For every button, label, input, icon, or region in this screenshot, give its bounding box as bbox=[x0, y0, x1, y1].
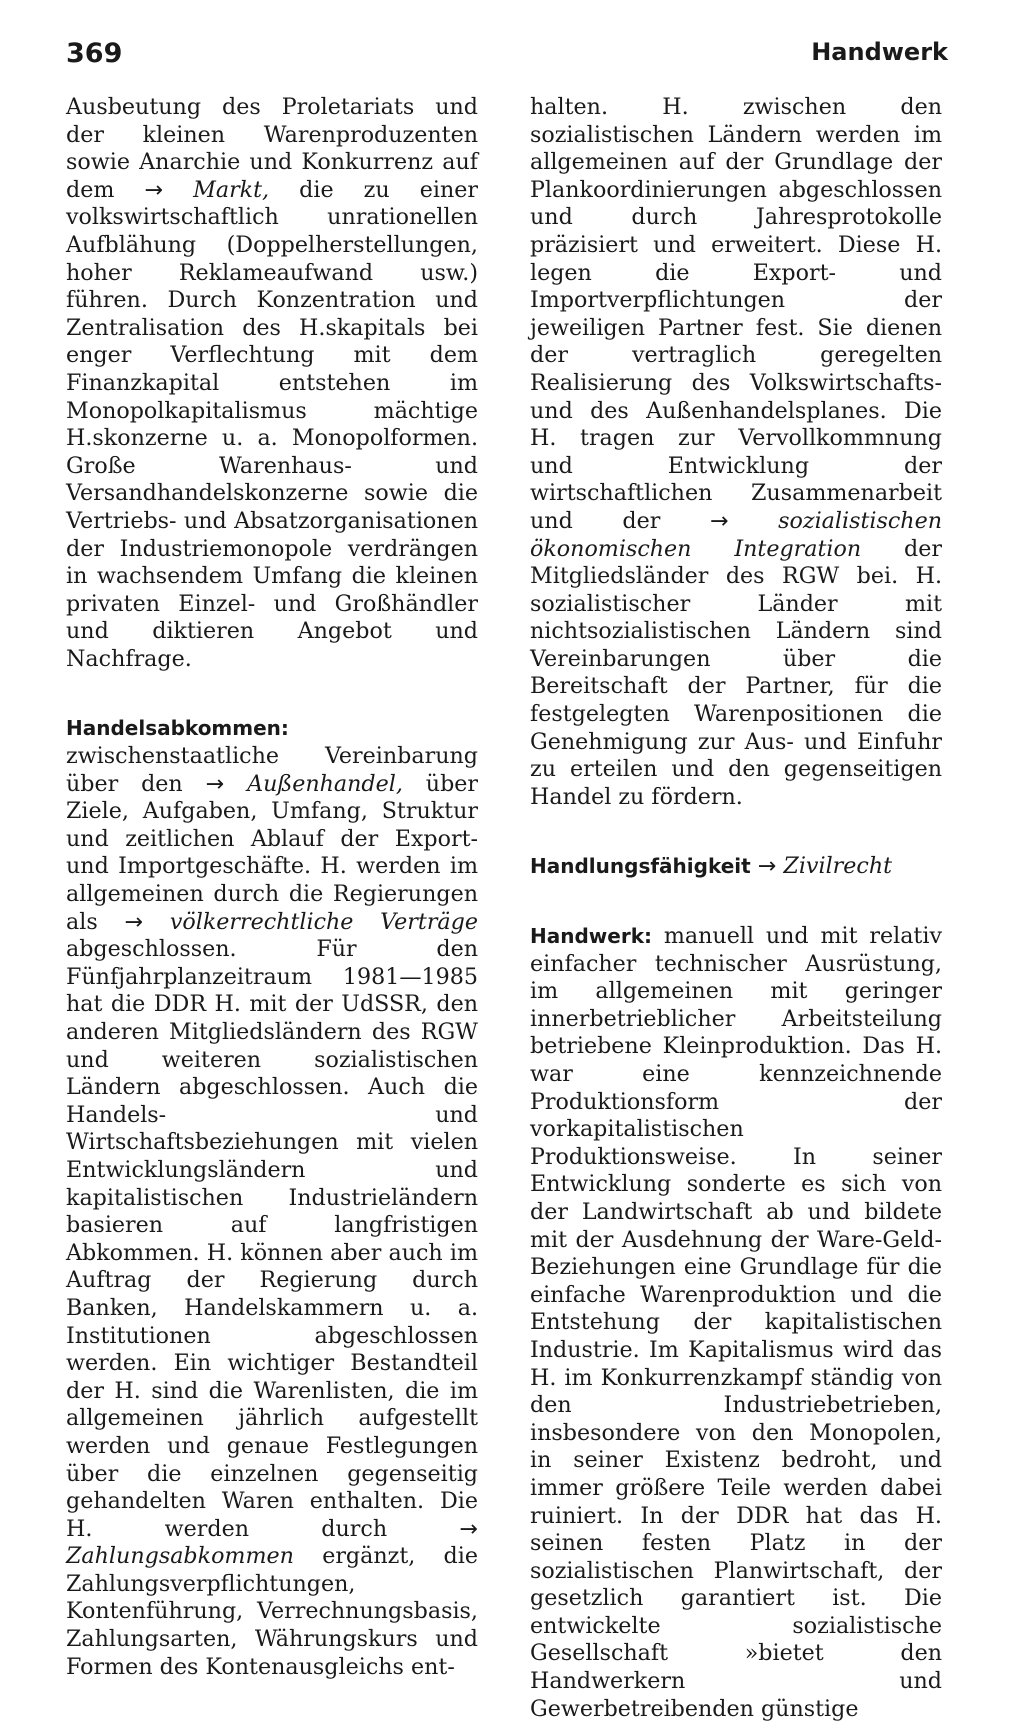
cross-reference-arrow-icon: → bbox=[144, 176, 164, 203]
cross-reference-arrow-icon: → bbox=[459, 1515, 478, 1542]
running-head: Handwerk bbox=[811, 38, 948, 66]
cross-reference-arrow-icon: → bbox=[124, 908, 144, 935]
page-number: 369 bbox=[66, 38, 123, 69]
entry-separator bbox=[66, 673, 478, 715]
entry-headword: Handlungsfähigkeit bbox=[530, 854, 751, 879]
cross-reference-voelkerrecht[interactable]: völkerrechtliche Verträge bbox=[169, 908, 478, 935]
entry-headword: Handwerk: bbox=[530, 924, 652, 949]
entry-handwerk bbox=[530, 923, 942, 1723]
page-header bbox=[66, 38, 948, 78]
entry-text bbox=[530, 94, 942, 811]
text-segment: zwischenstaatliche Vereinbarung über den bbox=[66, 743, 478, 797]
entry-text bbox=[66, 715, 478, 1681]
entry-handlungsfaehigkeit bbox=[530, 853, 942, 881]
cross-reference-integration[interactable]: sozialistischen ökonomischen Integration bbox=[530, 507, 943, 562]
cross-reference-arrow-icon: → bbox=[205, 770, 225, 797]
entry-separator bbox=[530, 811, 942, 853]
entry-handelsabkommen bbox=[66, 715, 478, 1681]
cross-reference-arrow-icon: → bbox=[709, 507, 729, 534]
cross-reference-markt[interactable]: Markt, bbox=[193, 176, 270, 203]
text-segment: Ausbeutung des Proletariats und der kleinen Warenproduzenten sowie Anarchie und Konkurrenz auf dem bbox=[66, 94, 478, 203]
entry-separator bbox=[530, 881, 942, 923]
entry-headword: Handelsabkommen: bbox=[66, 716, 289, 741]
cross-reference-zahlungsabkommen[interactable]: Zahlungsabkommen bbox=[66, 1543, 294, 1570]
entry-continuation-left bbox=[66, 94, 478, 673]
text-segment: der Mitgliedsländer des RGW bei. H. sozialistischer Länder mit nichtsozialistischen Ländern sind Vereinbarungen über die Bereitschaft der Partner, für die festgelegten Warenpositionen die Genehmigung zur Aus- und Einfuhr zu erteilen und den gegenseitigen Handel zu fördern. bbox=[530, 535, 942, 810]
right-column bbox=[530, 94, 942, 1723]
text-segment: die zu einer volkswirtschaftlich unrationellen Aufblähung (Doppelherstellungen, hoher Reklameaufwand usw.) führen. Durch Konzentration und Zentralisation des H.skapitals bei enger Verflechtung mit dem Finanzkapital entstehen im Monopolkapitalismus mächtige H.skonzerne u. a. Monopolformen. Große Warenhaus- und Versandhandelskonzerne sowie die Vertriebs- und Absatzorganisationen der Industriemonopole verdrängen in wachsendem Umfang die kleinen privaten Einzel- und Großhändler und diktieren Angebot und Nachfrage. bbox=[66, 176, 478, 672]
text-segment: über Ziele, Aufgaben, Umfang, Struktur und zeitlichen Ablauf der Export- und Importgeschäfte. H. werden im allgemeinen durch die Regierungen als bbox=[66, 770, 479, 935]
entry-text bbox=[530, 923, 942, 1723]
entry-text bbox=[66, 94, 478, 673]
text-segment: halten. H. zwischen den sozialistischen Ländern werden im allgemeinen auf der Grundlage der Plankoordinierungen abgeschlossen und durch Jahresprotokolle präzisiert und erweitert. Diese H. legen die Export- und Importverpflichtungen der jeweiligen Partner fest. Sie dienen der vertraglich geregelten Realisierung des Volkswirtschafts- und des Außenhandelsplanes. Die H. tragen zur Vervollkommnung und Entwicklung der wirtschaftlichen Zusammenarbeit und der bbox=[530, 94, 942, 534]
left-column bbox=[66, 94, 478, 1681]
cross-reference-aussenhandel[interactable]: Außenhandel, bbox=[247, 770, 403, 797]
text-segment: ergänzt, die Zahlungsverpflichtungen, Kontenführung, Verrechnungsbasis, Zahlungsarten, Währungskurs und Formen des Kontenausgleichs ent- bbox=[66, 1543, 478, 1680]
text-segment: manuell und mit relativ einfacher technischer Ausrüstung, im allgemeinen mit geringer innerbetrieblicher Arbeitsteilung betriebene Kleinproduktion. Das H. war eine kennzeichnende Produktionsform der vorkapitalistischen Produktionsweise. In seiner Entwicklung sonderte es sich von der Landwirtschaft ab und bildete mit der Ausdehnung der Ware-Geld-Beziehungen eine Grundlage für die einfache Warenproduktion und die Entstehung der kapitalistischen Industrie. Im Kapitalismus wird das H. im Konkurrenzkampf ständig von den Industriebetrieben, insbesondere von den Monopolen, in seiner Existenz bedroht, und immer größere Teile werden dabei ruiniert. In der DDR hat das H. seinen festen Platz in der sozialistischen Planwirtschaft, der gesetzlich garantiert ist. Die entwickelte sozialistische Gesellschaft »bietet den Handwerkern und Gewerbetreibenden günstige bbox=[530, 923, 942, 1722]
entry-continuation-right bbox=[530, 94, 942, 811]
entry-text bbox=[530, 853, 942, 881]
text-segment: abgeschlossen. Für den Fünfjahrplanzeitraum 1981—1985 hat die DDR H. mit der UdSSR, den anderen Mitgliedsländern des RGW und weiteren sozialistischen Ländern abgeschlossen. Auch die Handels- und Wirtschaftsbeziehungen mit vielen Entwicklungsländern und kapitalistischen Industrieländern basieren auf langfristigen Abkommen. H. können aber auch im Auftrag der Regierung durch Banken, Handelskammern u. a. Institutionen abgeschlossen werden. Ein wichtiger Bestandteil der H. sind die Warenlisten, die im allgemeinen jährlich aufgestellt werden und genaue Festlegungen über die einzelnen gegenseitig gehandelten Waren enthalten. Die H. werden durch bbox=[66, 936, 478, 1542]
cross-reference-arrow-icon: → bbox=[757, 853, 777, 880]
cross-reference-zivilrecht[interactable]: Zivilrecht bbox=[783, 853, 893, 880]
